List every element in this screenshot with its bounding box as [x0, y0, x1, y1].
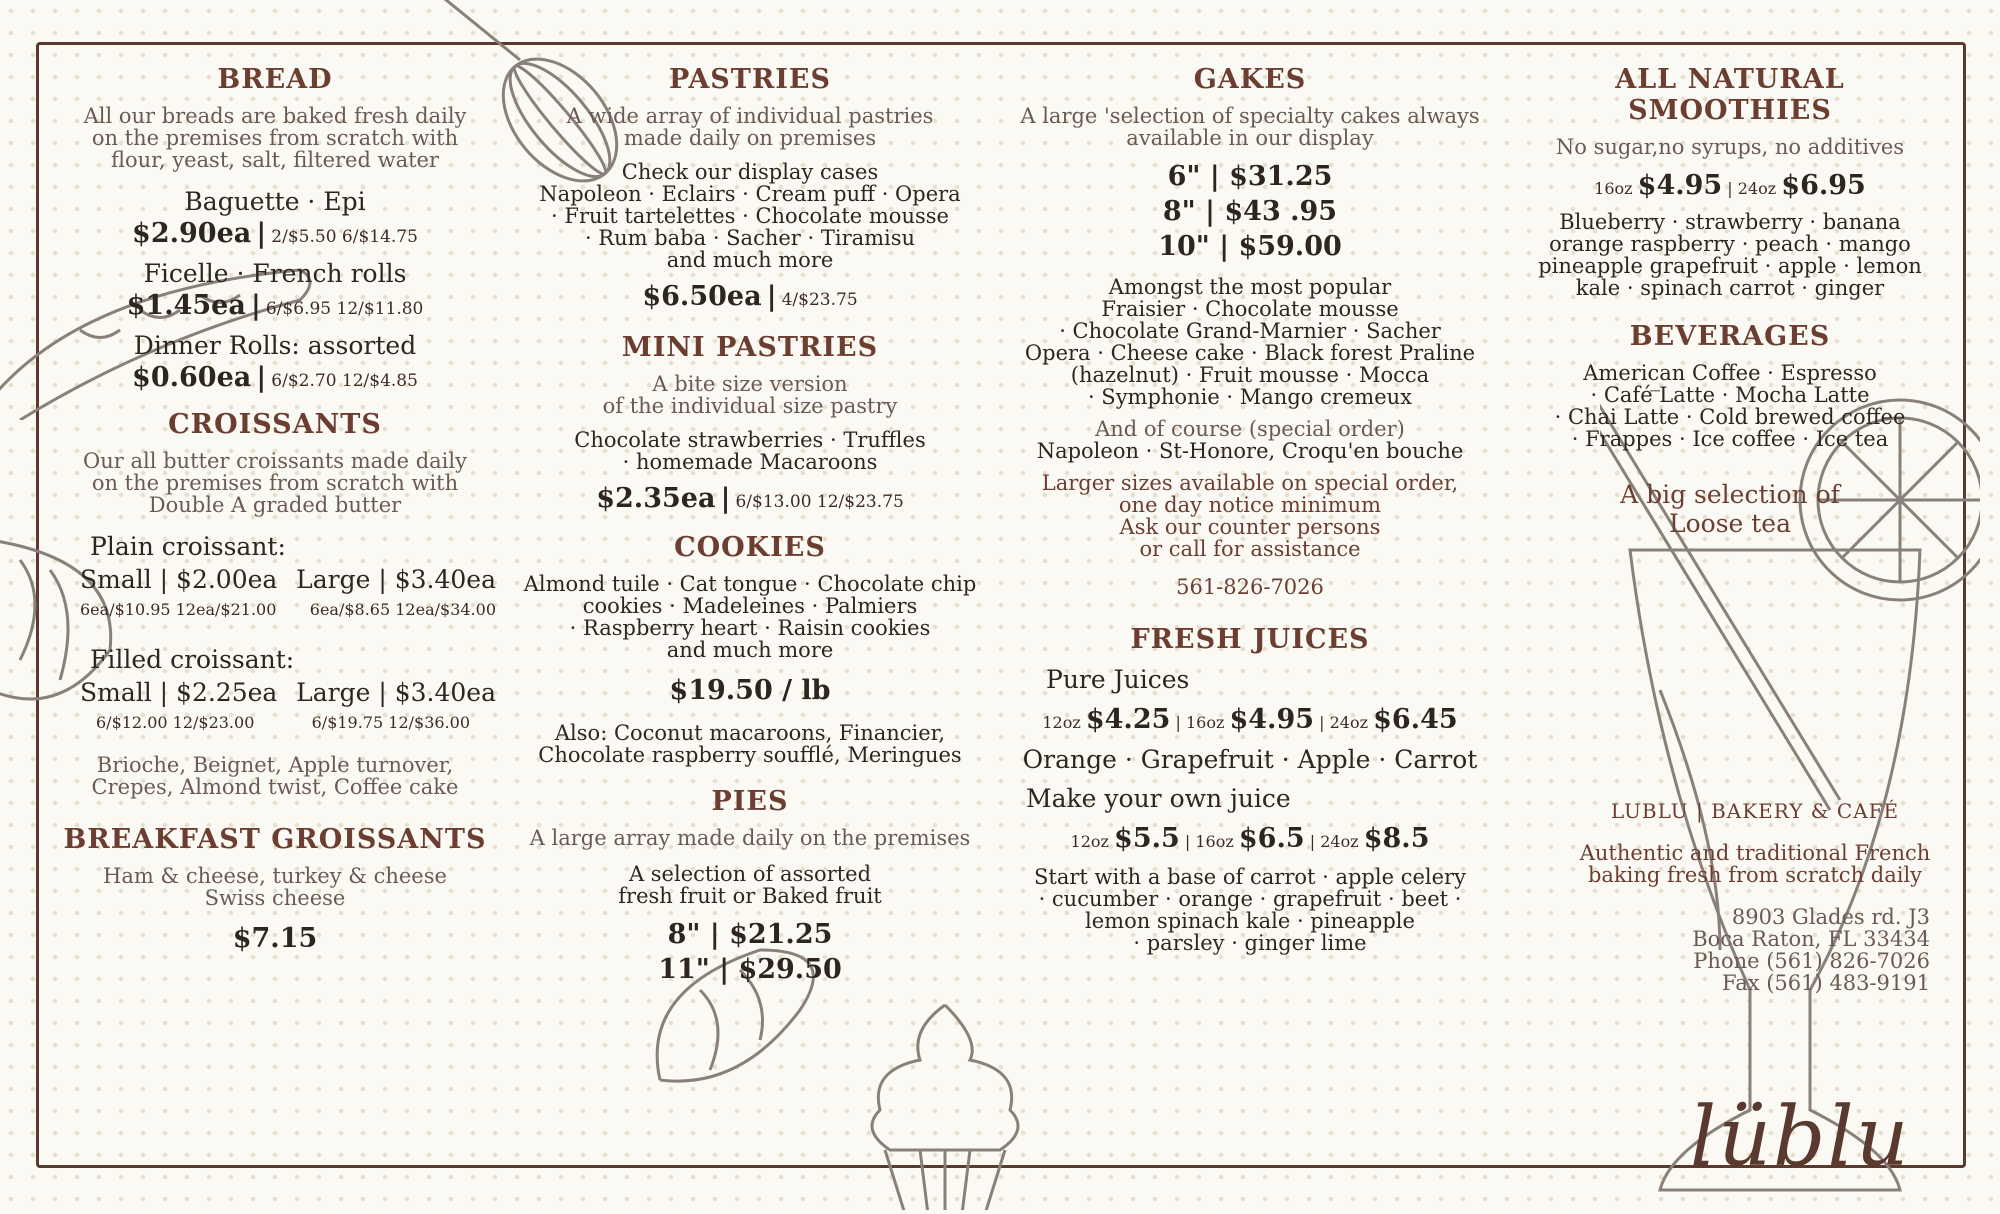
cookies-list-line-1: Almond tuile · Cat tongue · Chocolate chip: [523, 572, 977, 596]
pies-heading: PIES: [711, 786, 789, 817]
beverages-list-line-4: · Frappes · Ice coffee · Ice tea: [1571, 427, 1889, 451]
smoothies-list-line-2: orange raspberry · peach · mango: [1549, 232, 1911, 256]
mini-price: $2.35ea: [596, 483, 716, 514]
mini-pastries-heading: MINI PASTRIES: [621, 332, 879, 363]
juice-size: 12oz: [1042, 713, 1081, 732]
plain-small-bulk: 6ea/$10.95 12ea/$21.00: [80, 600, 277, 619]
cookies-list-line-4: and much more: [666, 638, 834, 662]
own-juice-list-line-1: Start with a base of carrot · apple celery: [1034, 865, 1466, 889]
bread-item-bulk: 6/$6.95 12/$11.80: [265, 299, 424, 319]
cake-price-6: 6" | $31.25: [1167, 161, 1333, 192]
own-juice-label: Make your own juice: [1026, 784, 1291, 813]
price-separator: |: [256, 362, 267, 393]
cakes-popular-line-2: Fraisier · Chocolate mousse: [1101, 297, 1399, 321]
contact-block: [1560, 800, 1950, 994]
breakfast-desc-line-2: Swiss cheese: [204, 886, 346, 910]
cakes-popular-line-6: · Symphonie · Mango cremeux: [1087, 385, 1413, 409]
cookies-price: $19.50 / lb: [669, 675, 831, 706]
croissants-desc-line-1: Our all butter croissants made daily: [83, 449, 467, 473]
pastries-heading: PASTRIES: [668, 64, 832, 95]
beverages-list-line-1: American Coffee · Espresso: [1583, 361, 1877, 385]
price-separator: |: [250, 290, 261, 321]
column-pastries: [520, 64, 980, 985]
mini-list-line-2: · homemade Macaroons: [622, 450, 878, 474]
own-juice-list-line-4: · parsley · ginger lime: [1133, 931, 1367, 955]
filled-large-bulk: 6/$19.75 12/$36.00: [311, 713, 470, 732]
own-juice-list-line-3: lemon spinach kale · pineapple: [1085, 909, 1415, 933]
pie-price-8: 8" | $21.25: [667, 919, 833, 950]
mini-desc-line-2: of the individual size pastry: [602, 394, 898, 418]
juice-price: $8.5: [1363, 823, 1430, 854]
cakes-special-label: And of course (special order): [1095, 417, 1405, 441]
juice-price: $4.95: [1229, 704, 1315, 735]
cakes-larger-line-3: Ask our counter persons: [1119, 515, 1381, 539]
pure-juices-label: Pure Juices: [1046, 665, 1190, 694]
juice-size: 24oz: [1320, 832, 1359, 851]
tagline-line-2: baking fresh from scratch daily: [1587, 863, 1923, 887]
cakes-larger-line-4: or call for assistance: [1139, 537, 1361, 561]
cupcake-icon: [850, 1000, 1040, 1210]
breakfast-price: $7.15: [232, 923, 318, 954]
pies-desc: A large array made daily on the premises: [529, 826, 971, 850]
cakes-heading: GAKES: [1193, 64, 1307, 95]
mini-list-line-1: Chocolate strawberries · Truffles: [574, 428, 926, 452]
bread-desc-line-1: All our breads are baked fresh daily: [83, 104, 467, 128]
beverages-list-line-3: · Chai Latte · Cold brewed coffee: [1554, 405, 1906, 429]
filled-large-price: Large | $3.40ea: [296, 678, 496, 707]
cakes-larger-line-2: one day notice minimum: [1118, 493, 1382, 517]
cakes-desc-line-2: available in our display: [1126, 126, 1374, 150]
column-bread-croissants: [40, 64, 510, 954]
smoothie-size: 16oz: [1594, 179, 1633, 198]
croissants-heading: CROISSANTS: [168, 409, 382, 440]
pie-price-11: 11" | $29.50: [658, 954, 842, 985]
price-separator: |: [256, 218, 267, 249]
cookies-list-line-3: · Raspberry heart · Raisin cookies: [569, 616, 931, 640]
smoothies-list-line-1: Blueberry · strawberry · banana: [1559, 210, 1901, 234]
bread-item-name: Ficelle · French rolls: [143, 259, 407, 288]
cake-price-8: 8" | $43 .95: [1162, 196, 1338, 227]
smoothies-heading: ALL NATURAL SMOOTHIES: [1615, 64, 1845, 126]
cookies-list-line-2: cookies · Madeleines · Palmiers: [582, 594, 918, 618]
pastries-desc-line-2: made daily on premises: [623, 126, 877, 150]
juice-price: $4.25: [1085, 704, 1171, 735]
plain-small-price: Small | $2.00ea: [80, 565, 278, 594]
pastries-desc-line-1: A wide array of individual pastries: [566, 104, 934, 128]
smoothie-price: $6.95: [1781, 170, 1866, 201]
own-juice-list-line-2: · cucumber · orange · grapefruit · beet ·: [1038, 887, 1462, 911]
breakfast-desc-line-1: Ham & cheese, turkey & cheese: [103, 864, 447, 888]
mini-desc-line-1: A bite size version: [652, 372, 848, 396]
filled-small-bulk: 6/$12.00 12/$23.00: [96, 713, 255, 732]
price-separator: |: [766, 281, 777, 312]
tagline-line-1: Authentic and traditional French: [1579, 841, 1931, 865]
cake-price-10: 10" | $59.00: [1158, 231, 1342, 262]
filled-croissant-label: Filled croissant:: [90, 645, 295, 674]
cakes-special-items: Napoleon · St-Honore, Croqu'en bouche: [1036, 439, 1464, 463]
loose-tea-line-1: A big selection of: [1620, 480, 1840, 509]
cakes-popular-line-1: Amongst the most popular: [1108, 275, 1392, 299]
pastries-list-line-4: · Rum baba · Sacher · Tiramisu: [584, 226, 916, 250]
loose-tea-line-2: Loose tea: [1668, 509, 1792, 538]
bread-item-price: $1.45ea: [126, 290, 246, 321]
croissants-others-line-1: Brioche, Beignet, Apple turnover,: [96, 753, 454, 777]
bread-item-price: $2.90ea: [132, 218, 252, 249]
pies-list-line-1: A selection of assorted: [628, 862, 872, 886]
bread-item-price: $0.60ea: [132, 362, 252, 393]
bread-item-name: Dinner Rolls: assorted: [133, 331, 417, 360]
cakes-popular-line-3: · Chocolate Grand-Marnier · Sacher: [1059, 319, 1441, 343]
fax-line: Fax (561) 483-9191: [1722, 971, 1930, 995]
beverages-heading: BEVERAGES: [1629, 321, 1831, 352]
juice-price: $6.5: [1238, 823, 1305, 854]
cakes-desc-line-1: A large 'selection of specialty cakes always: [1020, 104, 1480, 128]
column-smoothies-beverages: ALL NATURAL SMOOTHIES No sugar,no syrups, no additives 16oz $4.95 | 24oz $6.95 Blueberry · strawberry · banana orange raspberry · peach · mango pineapple grapefruit · apple · lemon kale · spinach carrot · ginger BEVERAGES American Coffee · Espresso · Café Latte · Mocha Latte · Chai Latte · Cold brewed coffee · Frappes · Ice coffee · Ice tea A big selection of Loose tea: [1510, 64, 1950, 538]
pastries-list-line-2: Napoleon · Eclairs · Cream puff · Opera: [539, 182, 961, 206]
smoothie-size: 24oz: [1737, 179, 1777, 198]
plain-large-price: Large | $3.40ea: [296, 565, 496, 594]
juice-size: 16oz: [1195, 832, 1234, 851]
smoothies-list-line-3: pineapple grapefruit · apple · lemon: [1538, 254, 1922, 278]
bread-item-bulk: 6/$2.70 12/$4.85: [271, 371, 418, 391]
juice-size: 24oz: [1329, 713, 1369, 732]
juice-price: $5.5: [1114, 823, 1180, 854]
plain-large-bulk: 6ea/$8.65 12ea/$34.00: [309, 600, 496, 619]
croissants-desc-line-2: on the premises from scratch with: [91, 471, 459, 495]
filled-small-price: Small | $2.25ea: [80, 678, 278, 707]
croissants-desc-line-3: Double A graded butter: [148, 493, 402, 517]
bread-desc-line-2: on the premises from scratch with: [91, 126, 459, 150]
cakes-larger-line-1: Larger sizes available on special order,: [1041, 471, 1459, 495]
pastries-bulk: 4/$23.75: [781, 290, 858, 310]
cakes-popular-line-4: Opera · Cheese cake · Black forest Praline: [1024, 341, 1476, 365]
pastries-list-line-3: · Fruit tartelettes · Chocolate mousse: [551, 204, 949, 228]
bread-item-name: Baguette · Epi: [184, 187, 366, 216]
cakes-phone: 561-826-7026: [1176, 575, 1324, 599]
juices-heading: FRESH JUICES: [1130, 624, 1370, 655]
bread-item-bulk: 2/$5.50 6/$14.75: [271, 227, 418, 247]
column-cakes-juices: GAKES A large 'selection of specialty cakes always available in our display 6" | $31.25 8" | $43 .95 10" | $59.00 Amongst the most popular Fraisier · Chocolate mousse · Chocolate Grand-Marnier · Sacher Opera · Cheese cake · Black forest Praline (hazelnut) · Fruit mousse · Mocca · Symphonie · Mango cremeux And of course (special order) Napoleon · St-Honore, Croqu'en bouche Larger sizes available on special order, one day notice minimum Ask our counter persons or call for assistance 561-826-7026 FRESH JUICES Pure Juices 12oz $4.25 | 16oz $4.95 | 24oz $6.45 Orange · Grapefruit · Apple · Carrot Make your own juice 12oz $5.5 | 16oz $6.5 | 24oz $8.5 Start with a base of carrot · apple celery · cucumber · orange · grapefruit · beet · lemon spinach kale · pineapple · parsley · ginger lime: [1010, 64, 1490, 954]
breakfast-heading: BREAKFAST GROISSANTS: [63, 824, 487, 855]
price-separator: |: [720, 483, 731, 514]
address-line-1: 8903 Glades rd. J3: [1731, 905, 1930, 929]
phone-line: Phone (561) 826-7026: [1693, 949, 1930, 973]
juice-size: 12oz: [1070, 832, 1109, 851]
cookies-heading: COOKIES: [674, 532, 826, 563]
cookies-also-line-1: Also: Coconut macaroons, Financier,: [554, 721, 946, 745]
smoothies-list-line-4: kale · spinach carrot · ginger: [1575, 276, 1885, 300]
pastries-list-line-5: and much more: [666, 248, 834, 272]
juice-price: $6.45: [1373, 704, 1458, 735]
pastries-list-line-1: Check our display cases: [621, 160, 879, 184]
croissants-others-line-2: Crepes, Almond twist, Coffee cake: [91, 775, 459, 799]
address-line-2: Boca Raton, FL 33434: [1692, 927, 1930, 951]
pure-juices-flavors: Orange · Grapefruit · Apple · Carrot: [1022, 745, 1478, 774]
juice-size: 16oz: [1185, 713, 1225, 732]
bread-heading: BREAD: [217, 64, 333, 95]
cookies-also-line-2: Chocolate raspberry soufflé, Meringues: [538, 743, 962, 767]
pies-list-line-2: fresh fruit or Baked fruit: [618, 884, 882, 908]
mini-bulk: 6/$13.00 12/$23.75: [735, 492, 904, 512]
cakes-popular-line-5: (hazelnut) · Fruit mousse · Mocca: [1070, 363, 1430, 387]
beverages-list-line-2: · Café Latte · Mocha Latte: [1590, 383, 1870, 407]
smoothies-desc: No sugar,no syrups, no additives: [1555, 135, 1905, 159]
lublu-logo: lüblu: [1690, 1090, 1911, 1185]
brand-name: LUBLU | BAKERY & CAFÉ: [1610, 799, 1900, 823]
bread-desc-line-3: flour, yeast, salt, filtered water: [110, 148, 439, 172]
plain-croissant-label: Plain croissant:: [90, 532, 286, 561]
pastries-price: $6.50ea: [642, 281, 762, 312]
smoothie-price: $4.95: [1637, 170, 1723, 201]
